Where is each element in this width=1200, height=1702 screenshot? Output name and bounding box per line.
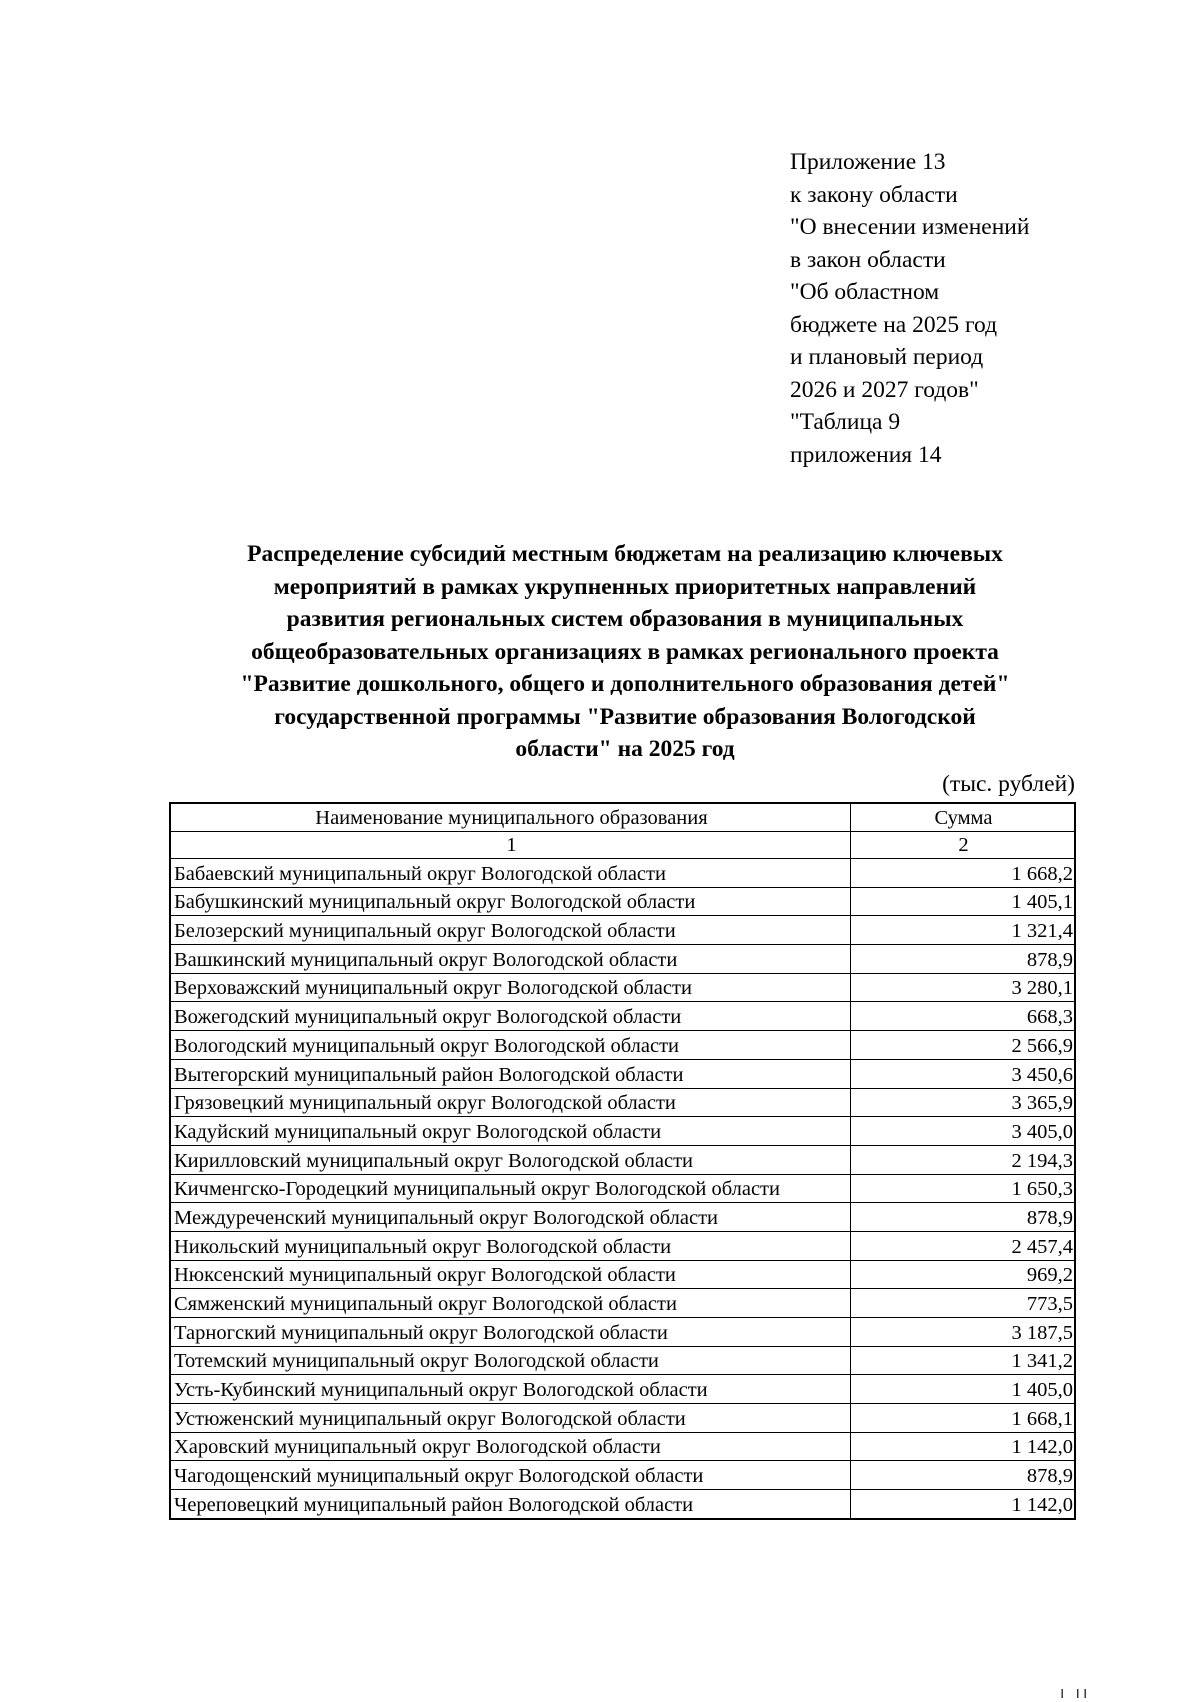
municipality-name: Верховажский муниципальный округ Вологодской области [170,973,850,1002]
appendix-line: и плановый период [790,344,984,370]
title-line: общеобразовательных организациях в рамках регионального проекта [251,638,999,665]
subsidy-amount: 878,9 [850,1461,1075,1490]
appendix-line: в закон области [790,246,946,273]
subsidy-amount: 773,5 [850,1289,1075,1318]
subsidy-distribution-table [169,802,1076,1520]
subsidy-amount: 878,9 [850,1203,1075,1232]
table-row [170,916,1075,945]
table-row [170,1174,1075,1203]
subsidy-amount: 1 650,3 [850,1174,1075,1203]
municipality-name: Никольский муниципальный округ Вологодской области [170,1231,850,1260]
title-line: государственной программы "Развитие образования Вологодской [274,703,976,730]
subsidy-amount: 2 566,9 [850,1031,1075,1060]
title-line: развития региональных систем образования в муниципальных [286,606,964,632]
appendix-line: 2026 и 2027 годов" [790,376,979,403]
subsidy-amount: 1 321,4 [850,916,1075,945]
table-row [170,1002,1075,1031]
appendix-line: Приложение 13 [790,149,946,175]
subsidy-amount: 1 142,0 [850,1490,1075,1519]
table-row [170,973,1075,1002]
appendix-line: бюджете на 2025 год [790,311,998,338]
table-header-row [170,803,1075,832]
header-name: Наименование муниципального образования [170,803,850,832]
table-row [170,1031,1075,1060]
municipality-name: Кичменгско-Городецкий муниципальный округ Вологодской области [170,1174,850,1203]
municipality-name: Устюженский муниципальный округ Вологодской области [170,1404,850,1433]
subsidy-amount: 3 365,9 [850,1088,1075,1117]
municipality-name: Кадуйский муниципальный округ Вологодской области [170,1117,850,1146]
subsidy-amount: 878,9 [850,945,1075,974]
table-row [170,945,1075,974]
header-amount: Сумма [850,803,1075,832]
table-row [170,1461,1075,1490]
subsidy-amount: 3 280,1 [850,973,1075,1002]
title-line: "Развитие дошкольного, общего и дополнительного образования детей" [240,671,1010,697]
title-line: Распределение субсидий местным бюджетам на реализацию ключевых [247,541,1003,567]
table-row [170,1432,1075,1461]
municipality-name: Белозерский муниципальный округ Вологодской области [170,916,850,945]
table-row [170,1490,1075,1519]
table-row [170,1318,1075,1347]
municipality-name: Вожегодский муниципальный округ Вологодской области [170,1002,850,1031]
municipality-name: Череповецкий муниципальный район Вологодской области [170,1490,850,1519]
subsidy-amount: 1 405,0 [850,1375,1075,1404]
subsidy-amount: 2 457,4 [850,1231,1075,1260]
appendix-header [790,146,1090,471]
subsidy-amount: 3 187,5 [850,1318,1075,1347]
municipality-name: Вытегорский муниципальный район Вологодской области [170,1059,850,1088]
appendix-line: приложения 14 [790,441,942,468]
municipality-name: Сямженский муниципальный округ Вологодской области [170,1289,850,1318]
subsidy-amount: 1 142,0 [850,1432,1075,1461]
column-number-amount: 2 [850,832,1075,859]
municipality-name: Междуреченский муниципальный округ Вологодской области [170,1203,850,1232]
subsidy-amount: 668,3 [850,1002,1075,1031]
municipality-name: Тарногский муниципальный округ Вологодской области [170,1318,850,1347]
appendix-line: "О внесении изменений [790,214,1030,240]
table-row [170,1260,1075,1289]
table-row [170,1404,1075,1433]
municipality-name: Усть-Кубинский муниципальный округ Вологодской области [170,1375,850,1404]
scan-artifact: ı ıı [1060,1683,1091,1702]
table-row [170,1346,1075,1375]
municipality-name: Тотемский муниципальный округ Вологодской области [170,1346,850,1375]
title-line: области" на 2025 год [515,736,735,762]
appendix-line: к закону области [790,181,958,208]
table-row [170,1375,1075,1404]
subsidy-amount: 3 405,0 [850,1117,1075,1146]
table-body [170,859,1075,1519]
municipality-name: Грязовецкий муниципальный округ Вологодской области [170,1088,850,1117]
table-row [170,859,1075,888]
municipality-name: Бабаевский муниципальный округ Вологодской области [170,859,850,888]
table-row [170,1289,1075,1318]
municipality-name: Бабушкинский муниципальный округ Вологодской области [170,887,850,916]
column-number-name: 1 [170,832,850,859]
column-number-row [170,832,1075,859]
table-row [170,1117,1075,1146]
subsidy-amount: 1 668,1 [850,1404,1075,1433]
table-row [170,1231,1075,1260]
subsidy-amount: 1 341,2 [850,1346,1075,1375]
subsidy-amount: 1 405,1 [850,887,1075,916]
units-label: (тыс. рублей) [942,771,1075,797]
table-row [170,1145,1075,1174]
municipality-name: Вологодский муниципальный округ Вологодской области [170,1031,850,1060]
title-line: мероприятий в рамках укрупненных приоритетных направлений [273,573,977,600]
table-row [170,1088,1075,1117]
table-row [170,887,1075,916]
document-title [160,538,1090,766]
table-row [170,1059,1075,1088]
subsidy-amount: 2 194,3 [850,1145,1075,1174]
municipality-name: Вашкинский муниципальный округ Вологодской области [170,945,850,974]
subsidy-amount: 1 668,2 [850,859,1075,888]
table-row [170,1203,1075,1232]
municipality-name: Чагодощенский муниципальный округ Вологодской области [170,1461,850,1490]
appendix-line: "Об областном [790,279,940,305]
subsidy-amount: 969,2 [850,1260,1075,1289]
appendix-line: "Таблица 9 [790,409,901,435]
subsidy-amount: 3 450,6 [850,1059,1075,1088]
municipality-name: Нюксенский муниципальный округ Вологодской области [170,1260,850,1289]
municipality-name: Кирилловский муниципальный округ Вологодской области [170,1145,850,1174]
municipality-name: Харовский муниципальный округ Вологодской области [170,1432,850,1461]
